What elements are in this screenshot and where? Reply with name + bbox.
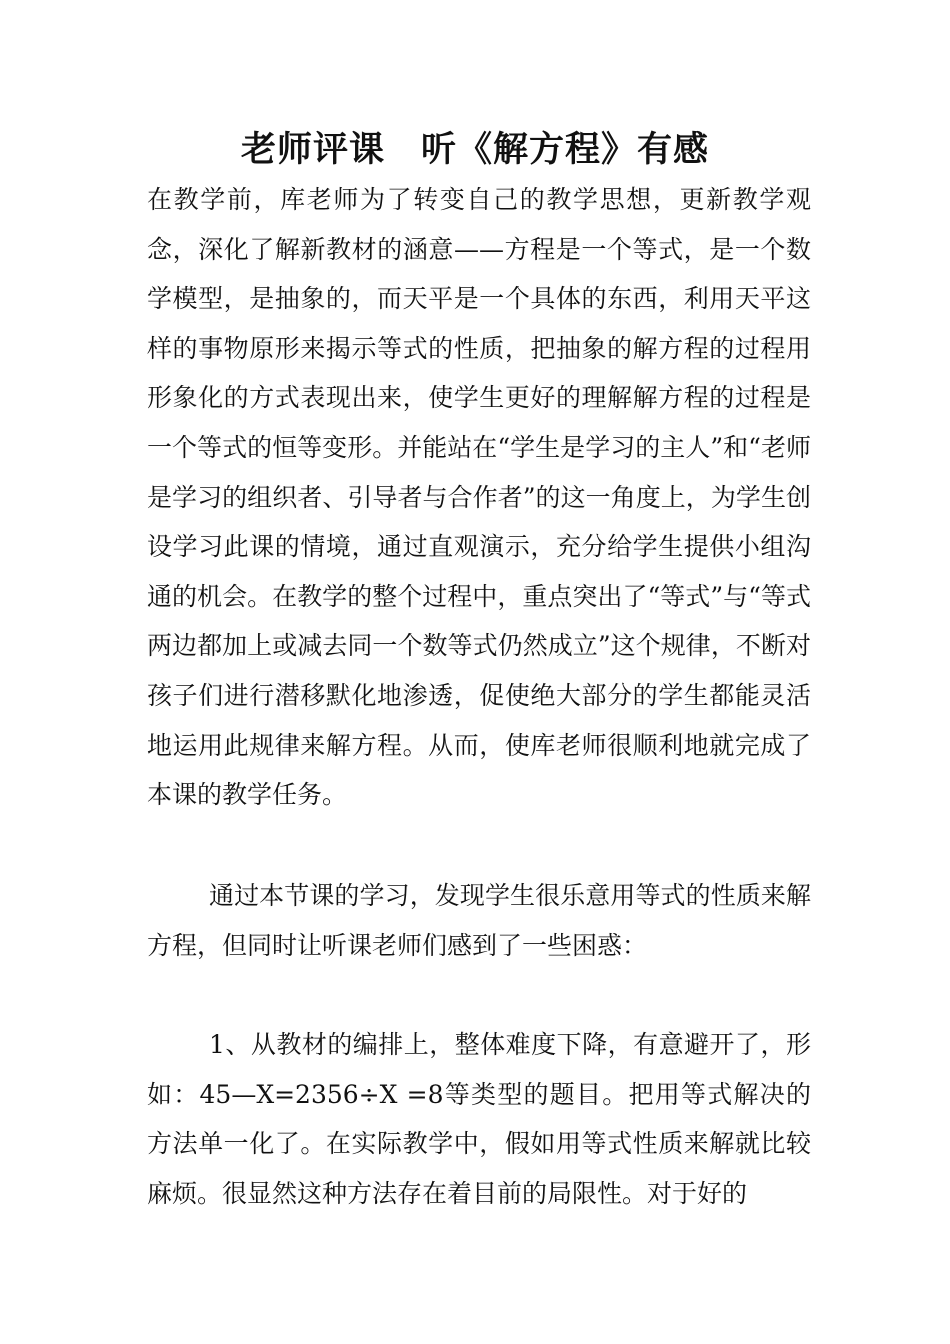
paragraph-2: 通过本节课的学习，发现学生很乐意用等式的性质来解方程，但同时让听课老师们感到了一些困惑： xyxy=(147,881,811,960)
paragraph-1: 在教学前，库老师为了转变自己的教学思想，更新教学观念，深化了解新教材的涵意——方程是一个等式，是一个数学模型，是抽象的，而天平是一个具体的东西，利用天平这样的事物原形来揭示等式的性质，把抽象的解方程的过程用形象化的方式表现出来，使学生更好的理解解方程的过程是一个等式的恒等变形。并能站在“学生是学习的主人”和“老师是学习的组织者、引导者与合作者”的这一角度上，为学生创设学习此课的情境，通过直观演示，充分给学生提供小组沟通的机会。在教学的整个过程中，重点突出了“等式”与“等式两边都加上或减去同一个数等式仍然成立”这个规律，不断对孩子们进行潜移默化地渗透，促使绝大部分的学生都能灵活地运用此规律来解方程。从而，使库老师很顺利地就完成了本课的教学任务。 xyxy=(147,185,811,810)
paragraph-3: 1、从教材的编排上，整体难度下降，有意避开了，形如：45—X=2356÷X =8等类型的题目。把用等式解决的方法单一化了。在实际教学中，假如用等式性质来解就比较麻烦。很显然这种方法存在着目前的局限性。对于好的 xyxy=(147,1030,811,1208)
document-title: 老师评课 听《解方程》有感 xyxy=(240,129,709,170)
